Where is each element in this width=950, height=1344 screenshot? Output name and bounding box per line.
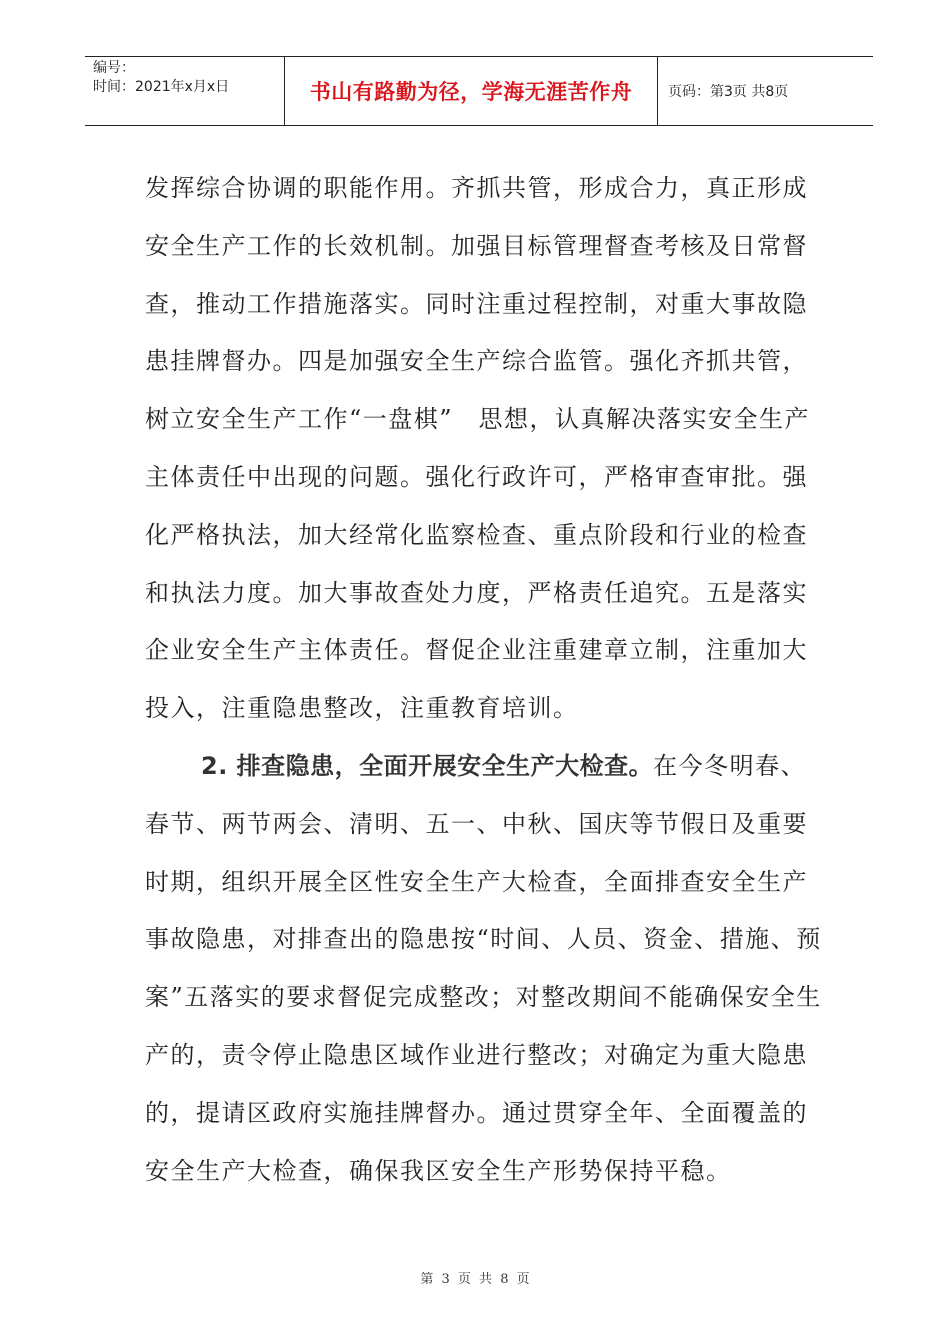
body-paragraph-2-text: 在今冬明春、春节、两节两会、清明、五一、中秋、国庆等节假日及重要时期，组织开展全区性安全生产大检查，全面排查安全生产事故隐患，对排查出的隐患按“时间、人员、资金、措施、预案”五落实的要求督促完成整改；对整改期间不能确保安全生产的，责令停止隐患区域作业进行整改；对确定为重大隐患的，提请区政府实施挂牌督办。通过贯穿全年、全面覆盖的安全生产大检查，确保我区安全生产形势保持平稳。	[145, 751, 822, 1185]
page-header	[85, 56, 873, 126]
section-heading: 2. 排查隐患，全面开展安全生产大检查。	[201, 751, 654, 780]
header-motto: 书山有路勤为径，学海无涯苦作舟	[309, 80, 633, 104]
document-number-label: 编号：	[93, 60, 135, 76]
header-motto-cell	[285, 57, 658, 125]
header-page-info: 页码：第3页 共8页	[668, 84, 789, 100]
body-paragraph-2	[145, 738, 825, 1200]
page-footer: 第 3 页 共 8 页	[420, 1272, 530, 1287]
document-time-label: 时间：2021年x月x日	[93, 79, 230, 95]
header-meta	[85, 57, 285, 125]
header-page-cell	[658, 57, 873, 125]
body-paragraph-1: 发挥综合协调的职能作用。齐抓共管，形成合力，真正形成安全生产工作的长效机制。加强目标管理督查考核及日常督查，推动工作措施落实。同时注重过程控制，对重大事故隐患挂牌督办。四是加强安全生产综合监管。强化齐抓共管，树立安全生产工作“一盘棋” 思想，认真解决落实安全生产主体责任中出现的问题。强化行政许可，严格审查审批。强化严格执法，加大经常化监察检查、重点阶段和行业的检查和执法力度。加大事故查处力度，严格责任追究。五是落实企业安全生产主体责任。督促企业注重建章立制，注重加大投入，注重隐患整改，注重教育培训。	[145, 174, 811, 723]
document-body	[145, 160, 825, 1200]
